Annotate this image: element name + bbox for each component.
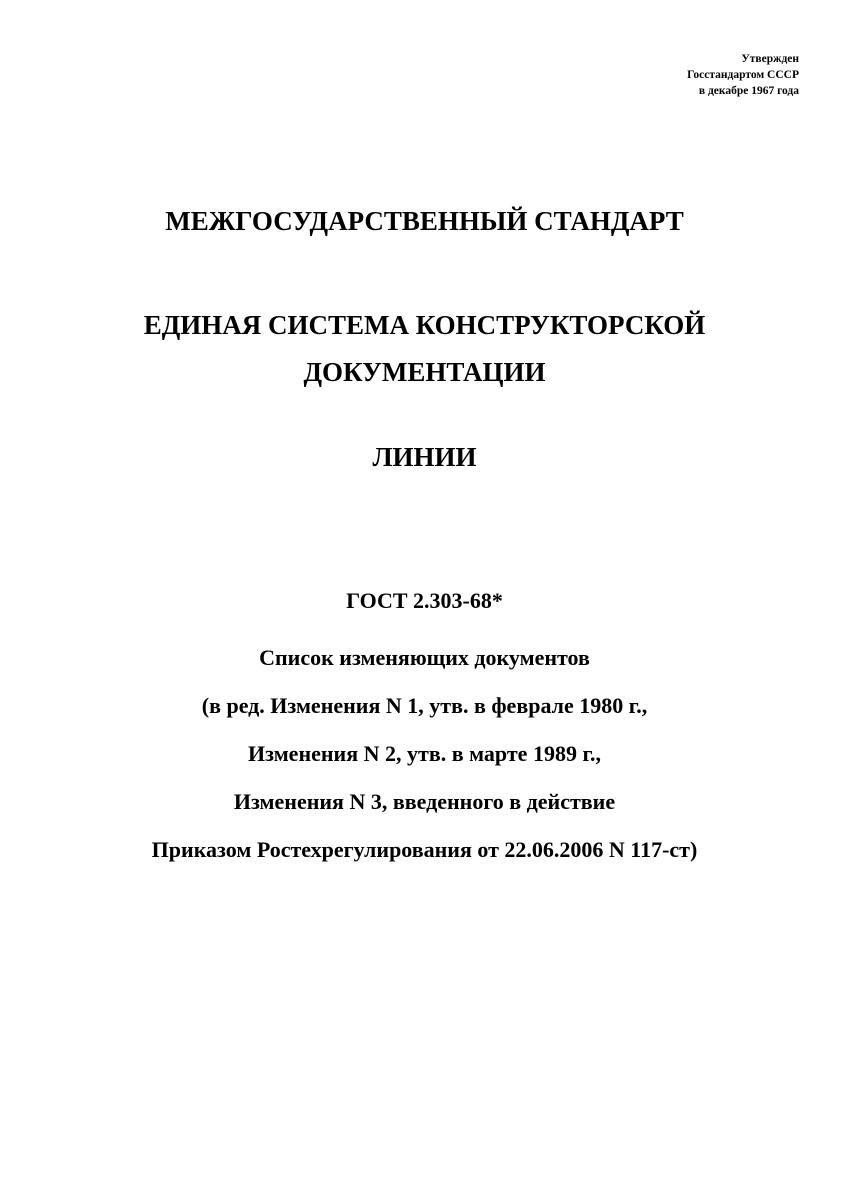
- approval-line-authority: Госстандартом СССР: [687, 69, 799, 81]
- standard-type-title: МЕЖГОСУДАРСТВЕННЫЙ СТАНДАРТ: [165, 206, 684, 236]
- changes-line: Изменения N 2, утв. в марте 1989 г.,: [248, 741, 601, 766]
- system-title-line-1: ЕДИНАЯ СИСТЕМА КОНСТРУКТОРСКОЙ: [143, 310, 706, 340]
- approval-stamp: [687, 51, 799, 99]
- subject-title: ЛИНИИ: [372, 442, 477, 472]
- system-title-line-2: ДОКУМЕНТАЦИИ: [303, 357, 546, 387]
- approval-line-date: в декабре 1967 года: [698, 85, 799, 97]
- system-title: [0, 302, 849, 396]
- changes-heading: Список изменяющих документов: [259, 645, 590, 670]
- changes-line: Изменения N 3, введенного в действие: [233, 789, 616, 814]
- approval-line-approved: Утвержден: [741, 53, 799, 65]
- changes-list: [0, 634, 849, 874]
- gost-number: ГОСТ 2.303-68*: [346, 588, 503, 613]
- changes-line: (в ред. Изменения N 1, утв. в феврале 1980 г.,: [201, 693, 648, 718]
- changes-line: Приказом Ростехрегулирования от 22.06.2006 N 117-ст): [151, 837, 698, 862]
